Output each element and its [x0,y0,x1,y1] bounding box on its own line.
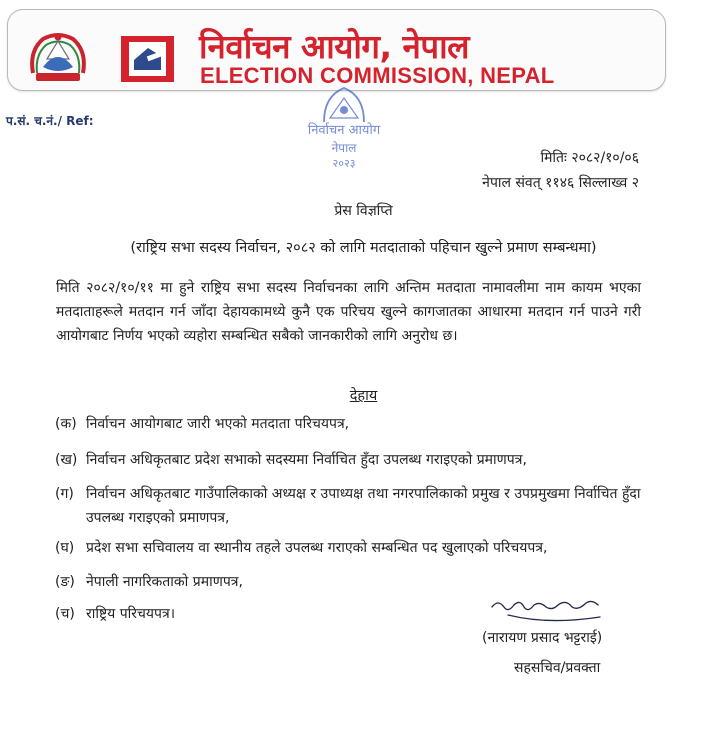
list-item-marker: (घ) [55,540,75,556]
press-release-title: प्रेस विज्ञप्ति [334,203,393,219]
date-block [482,146,639,196]
election-commission-logo-icon [121,36,174,82]
date-line: मितिः २०८२/१०/०६ [540,150,639,166]
list-item-text: राष्ट्रिय परिचयपत्र। [86,606,176,622]
list-heading-text: देहाय [349,388,378,404]
list-item-marker: (ग) [55,486,74,502]
notice-body-paragraph: मिति २०८२/१०/११ मा हुने राष्ट्रिय सभा सदस्य निर्वाचनका लागि अन्तिम मतदाता नामावलीमा नाम कायम भएका मतदाताहरूले मतदान गर्न जाँदा देहायकामध्ये कुनै एक परिचय खुल्ने कागजातका आधारमा मतदान गर्न पाउने गरी आयोगबाट निर्णय भएको व्यहोरा सम्बन्धित सबैको जानकारीको लागि अनुरोध छ। [56,280,641,344]
nepal-emblem-icon [27,29,89,85]
nepal-samvat-line: नेपाल संवत् ११४६ सिल्लाख्व २ [482,175,639,191]
reference-number-label: प.सं. च.नं./ Ref: [6,114,94,128]
notice-subject: (राष्ट्रिय सभा सदस्य निर्वाचन, २०८२ को लागि मतदाताको पहिचान खुल्ने प्रमाण सम्बन्धमा) [130,240,597,256]
list-item-marker: (च) [55,606,75,622]
list-item-marker: (ङ) [55,574,75,590]
letterhead-title-english: ELECTION COMMISSION, NEPAL [200,63,555,88]
letterhead-title-nepali: निर्वाचन आयोग, नेपाल [199,27,470,66]
stamp-line-3: २०२३ [332,157,356,170]
list-heading [0,385,727,405]
signatory-title: सहसचिव/प्रवक्ता [514,660,601,676]
office-stamp [296,74,392,172]
signatory-name: (नारायण प्रसाद भट्टराई) [482,630,603,646]
handwritten-signature [488,595,606,629]
stamp-line-2: नेपाल [331,141,357,155]
stamp-line-1: निर्वाचन आयोग [307,123,381,138]
list-item-text: प्रदेश सभा सचिवालय वा स्थानीय तहले उपलब्ध गराएको सम्बन्धित पद खुलाएको परिचयपत्र, [86,540,548,556]
list-item-text: नेपाली नागरिकताको प्रमाणपत्र, [86,574,243,590]
list-item-text: निर्वाचन अधिकृतबाट गाउँपालिकाको अध्यक्ष र उपाध्यक्ष तथा नगरपालिकाको प्रमुख र उपप्रमुखमा निर्वाचित हुँदा उपलब्ध गराइएको प्रमाणपत्र, [86,486,641,526]
list-item-marker: (ख) [55,452,78,468]
list-item-text: निर्वाचन अधिकृतबाट प्रदेश सभाको सदस्यमा निर्वाचित हुँदा उपलब्ध गराइएको प्रमाणपत्र, [86,452,527,468]
list-item-text: निर्वाचन आयोगबाट जारी भएको मतदाता परिचयपत्र, [86,416,350,432]
list-item-marker: (क) [55,416,77,432]
